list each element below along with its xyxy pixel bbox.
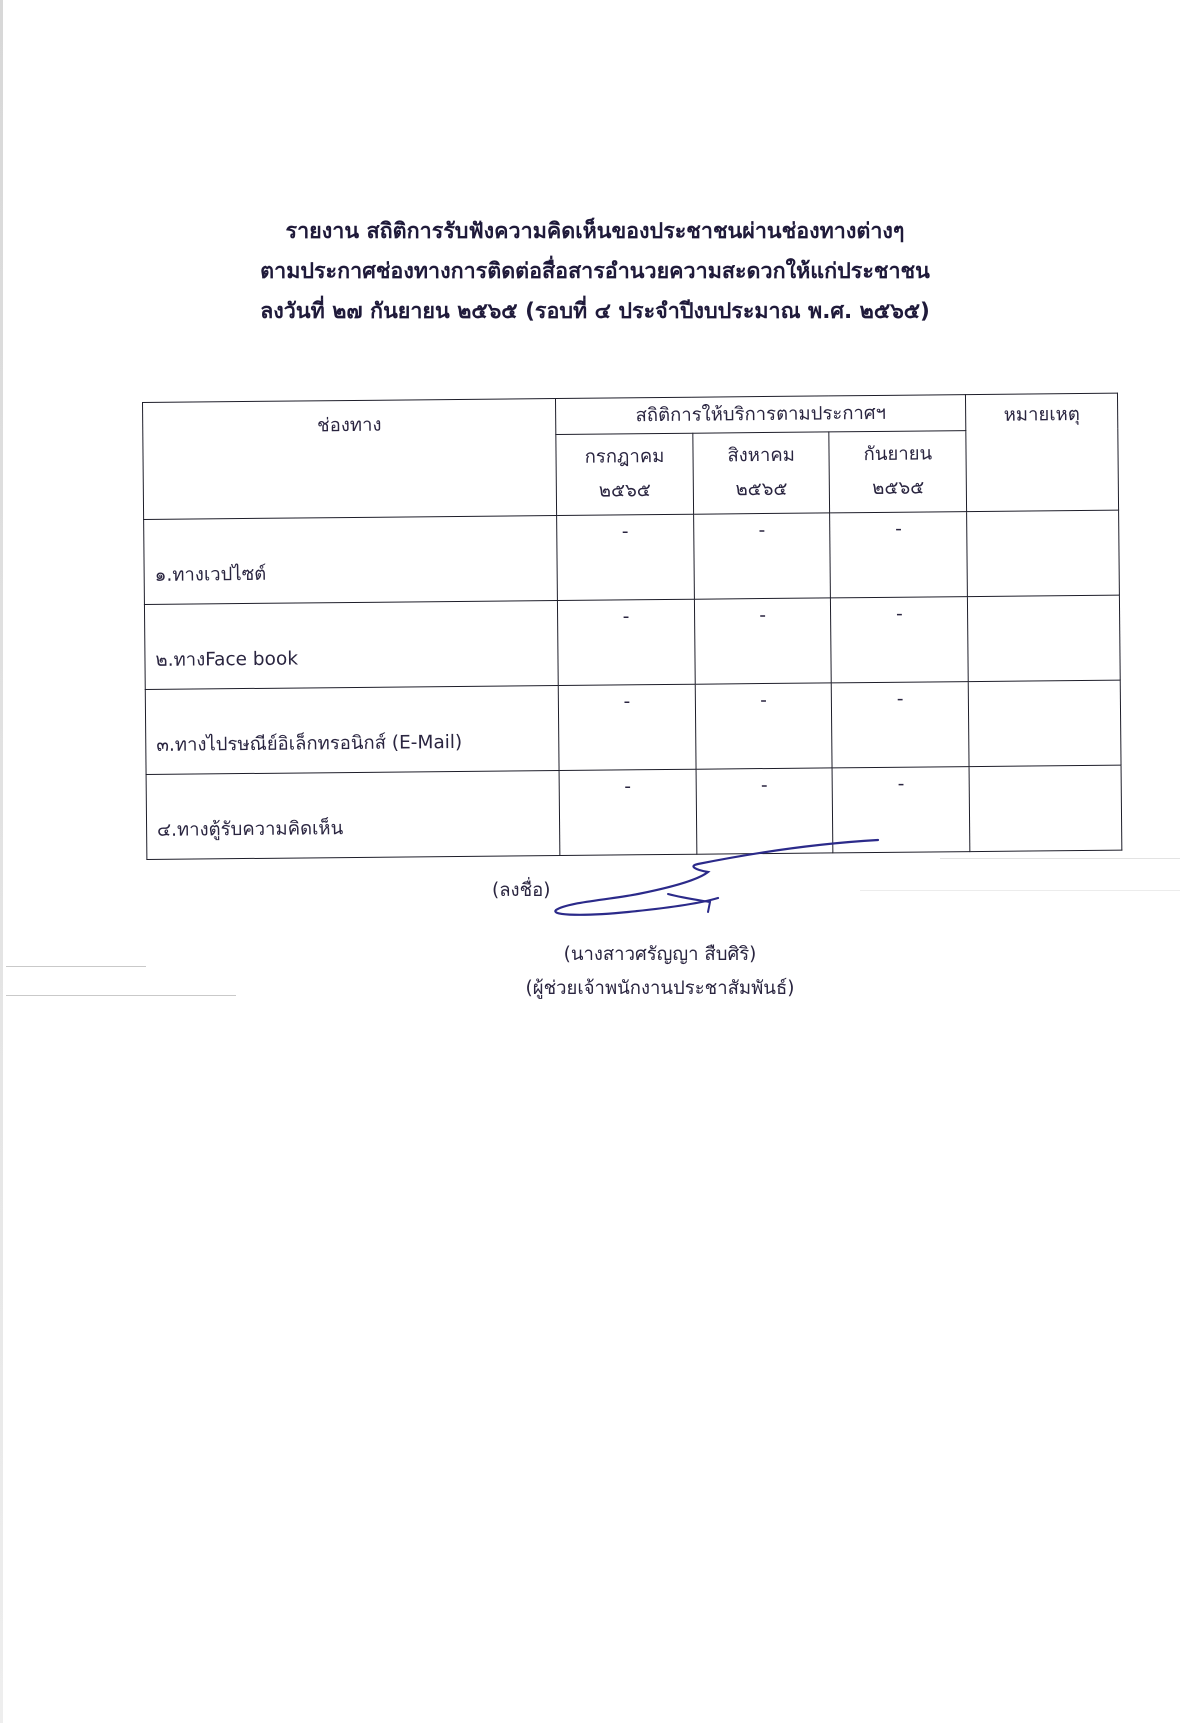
header-channel: ช่องทาง — [143, 399, 557, 520]
table-row — [144, 510, 1120, 604]
month-year: ๒๕๖๕ — [872, 477, 925, 499]
scan-artifact — [940, 858, 1180, 859]
header-month-aug — [693, 432, 830, 514]
statistics-table — [142, 393, 1122, 860]
row-channel: ๓.ทางไปรษณีย์อิเล็กทรอนิกส์ (E-Mail) — [145, 686, 559, 775]
row-sep-value: - — [831, 597, 968, 683]
row-note — [969, 765, 1122, 851]
header-month-sep — [829, 430, 966, 512]
scan-artifact — [860, 890, 1180, 891]
scan-artifact — [6, 966, 146, 967]
signatory-block — [460, 938, 860, 1006]
header-stats: สถิติการให้บริการตามประกาศฯ — [556, 395, 966, 435]
row-aug-value: - — [693, 513, 830, 599]
row-jul-value: - — [558, 684, 695, 770]
title-line-1: รายงาน สถิติการรับฟังความคิดเห็นของประชาชนผ่านช่องทางต่างๆ — [285, 219, 905, 244]
report-title — [200, 212, 990, 332]
title-line-2: ตามประกาศช่องทางการติดต่อสื่อสารอำนวยความสะดวกให้แก่ประชาชน — [260, 259, 930, 284]
row-aug-value: - — [696, 768, 833, 854]
table-row — [145, 680, 1121, 774]
header-note: หมายเหตุ — [966, 393, 1119, 511]
row-aug-value: - — [695, 683, 832, 769]
row-sep-value: - — [832, 682, 969, 768]
scan-edge — [0, 0, 3, 1723]
row-jul-value: - — [558, 599, 695, 685]
scan-artifact — [6, 995, 236, 996]
table-row — [144, 595, 1120, 689]
signatory-position: (ผู้ช่วยเจ้าพนักงานประชาสัมพันธ์) — [525, 978, 795, 999]
row-note — [968, 680, 1121, 766]
signature-label: (ลงชื่อ) — [492, 880, 551, 901]
row-aug-value: - — [694, 598, 831, 684]
title-line-3: ลงวันที่ ๒๗ กันยายน ๒๕๖๕ (รอบที่ ๔ ประจำปีงบประมาณ พ.ศ. ๒๕๖๕) — [260, 299, 930, 324]
row-jul-value: - — [559, 769, 696, 855]
row-note — [967, 510, 1120, 596]
row-channel: ๔.ทางตู้รับความคิดเห็น — [146, 771, 560, 860]
month-name: กรกฎาคม — [584, 445, 665, 468]
month-name: สิงหาคม — [727, 444, 796, 467]
row-sep-value: - — [833, 767, 970, 853]
month-name: กันยายน — [863, 443, 933, 465]
row-sep-value: - — [830, 512, 967, 598]
month-year: ๒๕๖๕ — [598, 480, 651, 502]
month-year: ๒๕๖๕ — [735, 478, 788, 501]
signatory-name: (นางสาวศรัญญา สืบศิริ) — [563, 944, 757, 965]
row-channel: ๑.ทางเวปไซต์ — [144, 516, 558, 605]
row-jul-value: - — [557, 514, 694, 600]
row-note — [968, 595, 1121, 681]
handwritten-signature — [548, 836, 888, 926]
header-month-jul — [556, 433, 693, 515]
row-channel: ๒.ทางFace book — [144, 601, 558, 690]
